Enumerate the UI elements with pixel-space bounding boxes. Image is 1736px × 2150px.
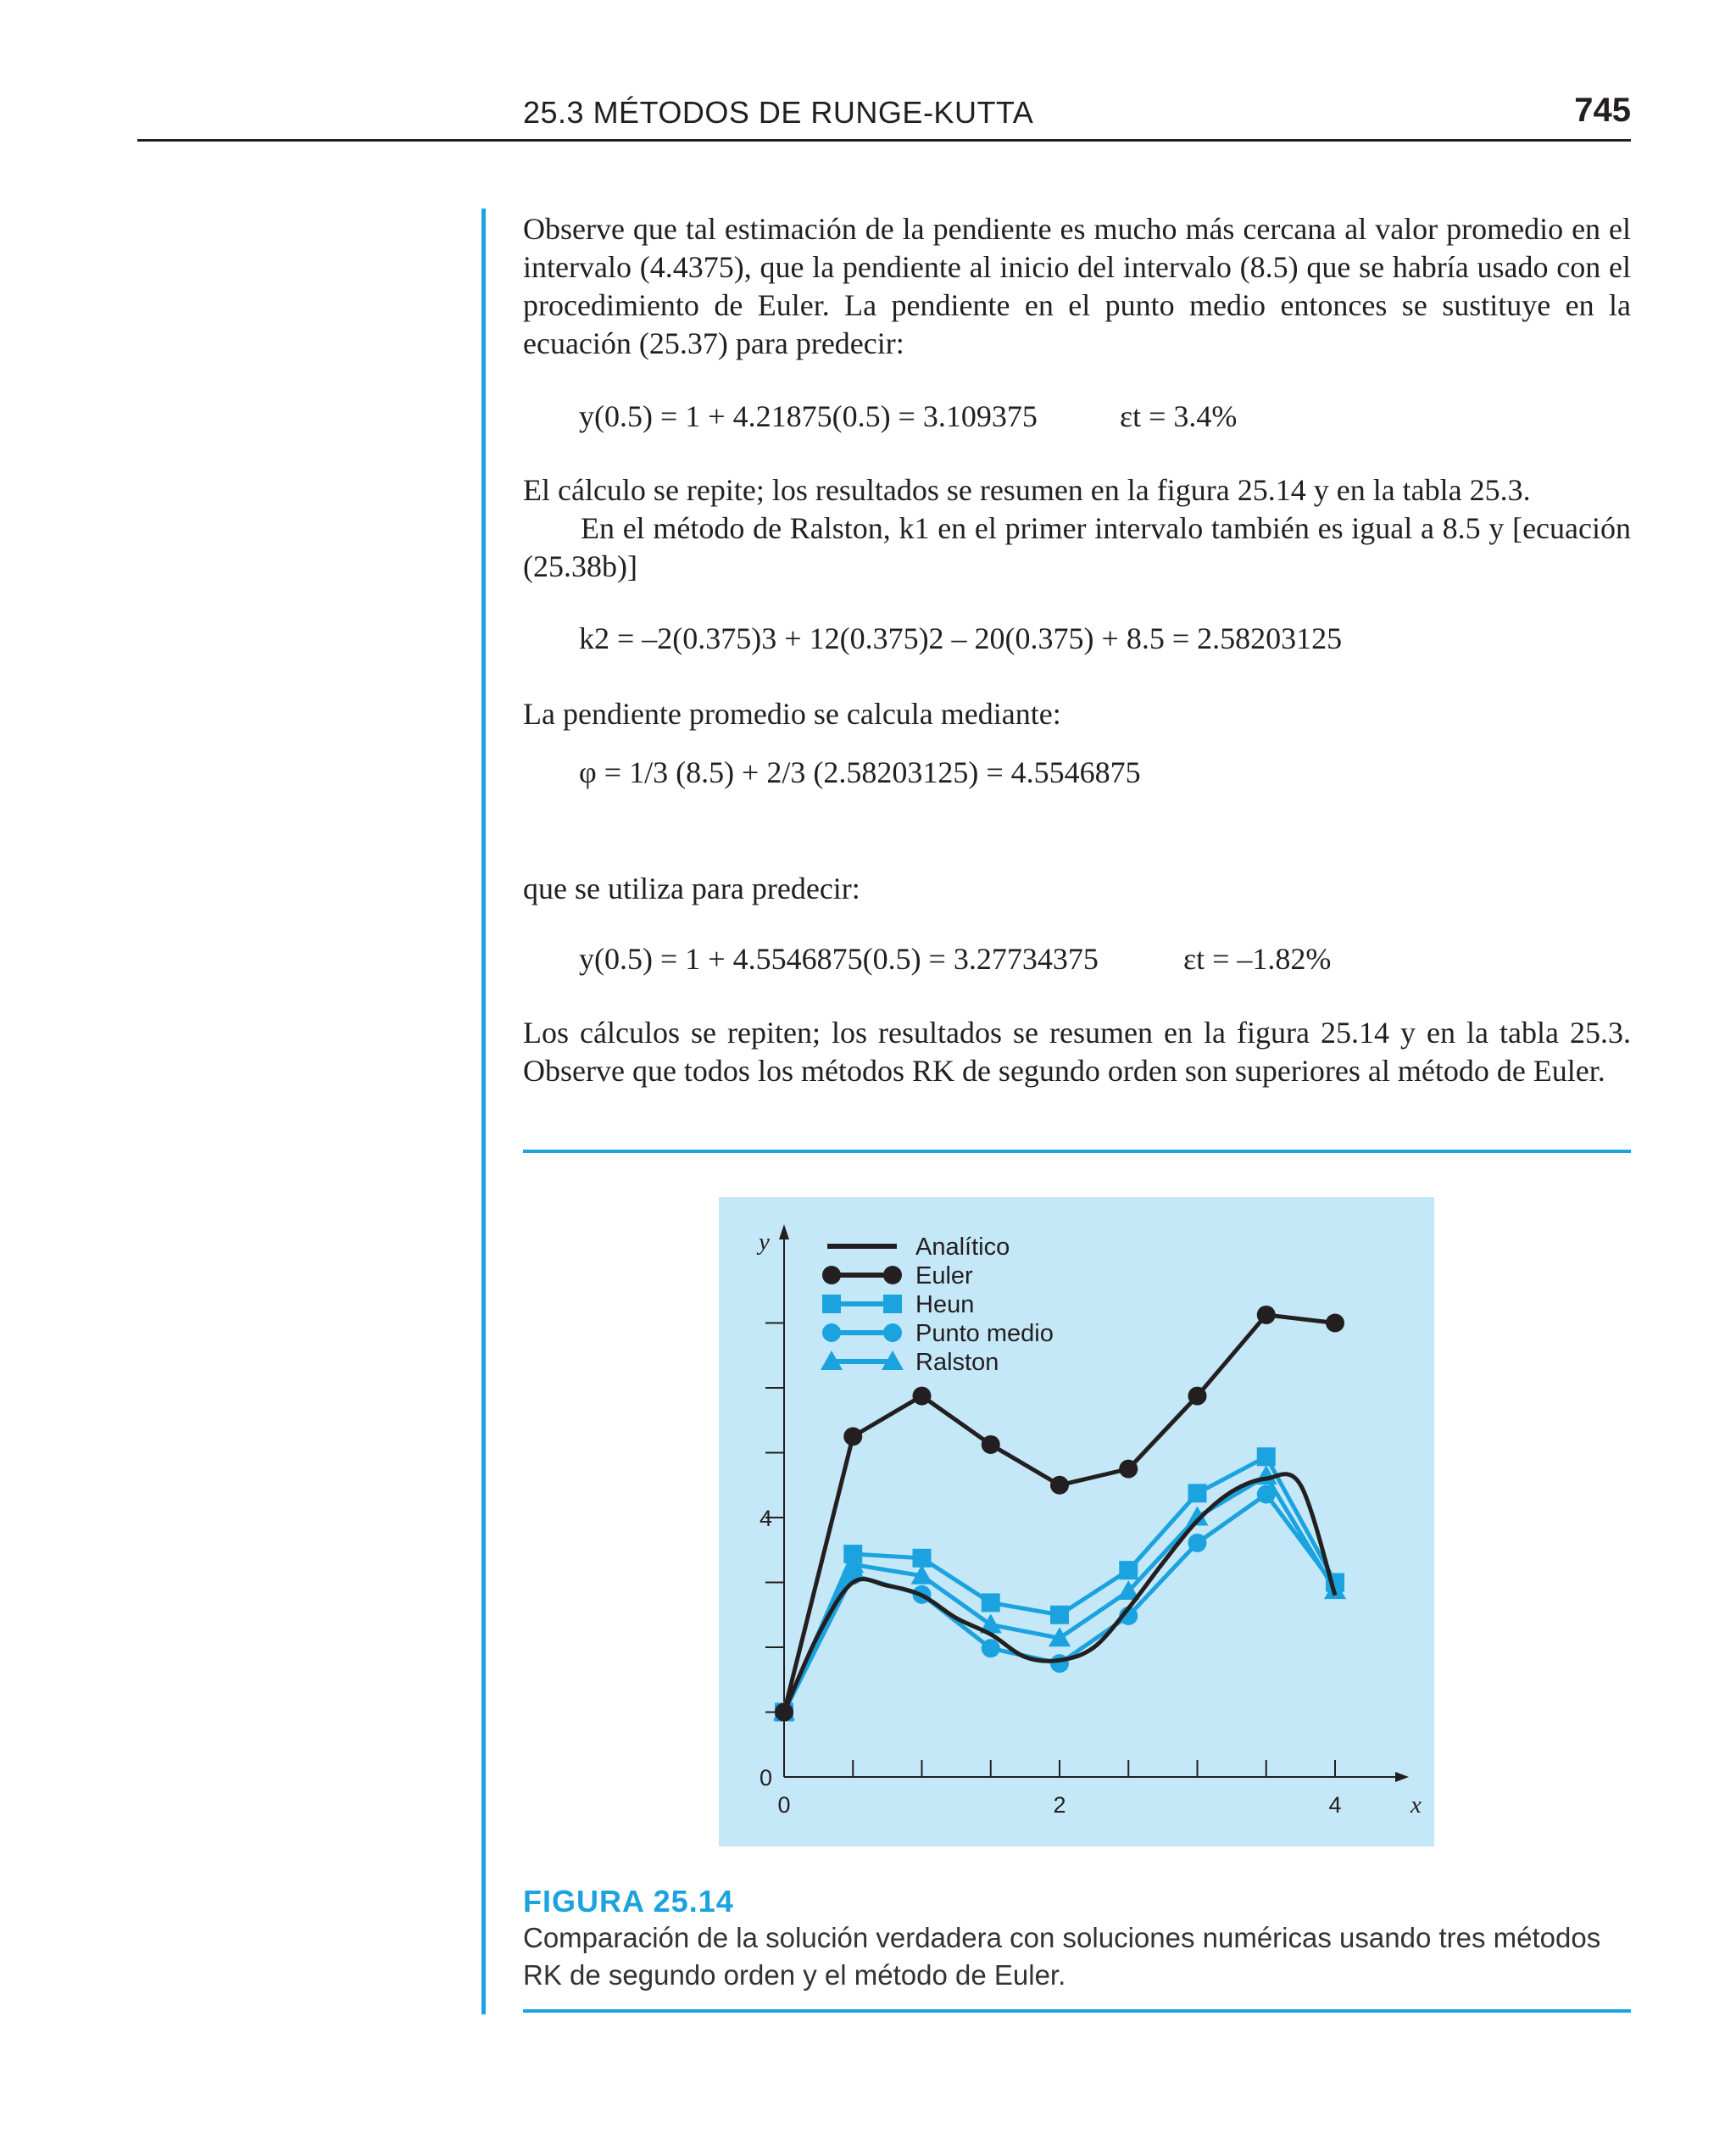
x-tick-label: 2: [1053, 1792, 1066, 1818]
legend-marker-euler: [883, 1266, 902, 1284]
legend-label-punto-medio: Punto medio: [915, 1320, 1054, 1347]
legend-marker-punto-medio: [883, 1323, 902, 1342]
figure-bottom-rule: [523, 2009, 1631, 2013]
equation-4-error: εt = –1.82%: [1183, 942, 1332, 976]
data-point-heun: [913, 1549, 932, 1568]
paragraph-4: La pendiente promedio se calcula mediante:: [523, 697, 1061, 731]
equation-1-lhs: y(0.5) = 1 + 4.21875(0.5) = 3.109375: [579, 399, 1038, 433]
equation-phi: φ = 1/3 (8.5) + 2/3 (2.58203125) = 4.5546875: [579, 755, 1141, 789]
legend-label-ralston: Ralston: [915, 1349, 999, 1376]
data-point-euler: [913, 1387, 932, 1406]
series-line-euler: [784, 1315, 1335, 1713]
running-header: [137, 92, 1631, 142]
series-line-ralston: [784, 1476, 1335, 1712]
paragraph-3: En el método de Ralston, k1 en el primer intervalo también es igual a 8.5 y [ecuación (25.38b)]: [523, 511, 1631, 583]
data-point-heun: [1257, 1447, 1276, 1466]
data-point-punto-medio: [1188, 1534, 1207, 1552]
paragraph-5: que se utiliza para predecir:: [523, 872, 860, 905]
paragraph-2: El cálculo se repite; los resultados se resumen en la figura 25.14 y en la tabla 25.3.: [523, 473, 1531, 507]
chart-svg: [719, 1197, 1434, 1846]
legend-label-analitico: Analítico: [915, 1234, 1010, 1261]
series-line-heun: [784, 1457, 1335, 1712]
figure-top-rule: [523, 1150, 1631, 1153]
x-tick-label: 4: [1328, 1792, 1342, 1818]
data-point-heun: [982, 1593, 1000, 1612]
data-point-punto-medio: [982, 1639, 1000, 1657]
data-point-punto-medio: [1257, 1485, 1276, 1504]
y-axis-label: y: [759, 1228, 770, 1256]
series-line-punto-medio: [784, 1495, 1335, 1713]
paragraph-6: Los cálculos se repiten; los resultados se resumen en la figura 25.14 y en la tabla 25.3. Observe que todos los métodos RK de segundo orden son superiores al método de Euler.: [523, 1016, 1631, 1088]
legend-label-euler: Euler: [915, 1262, 973, 1289]
data-point-euler: [1257, 1306, 1276, 1324]
y-axis-arrow: [779, 1224, 789, 1239]
data-point-euler: [1188, 1387, 1207, 1406]
legend-marker-heun: [883, 1295, 902, 1313]
figure-panel: [719, 1197, 1434, 1846]
data-point-euler: [982, 1435, 1000, 1454]
margin-rule: [481, 209, 486, 2014]
y-tick-label: 0: [759, 1765, 772, 1791]
legend-label-heun: Heun: [915, 1291, 975, 1318]
data-point-euler: [1050, 1476, 1069, 1495]
legend-marker-punto-medio: [822, 1323, 841, 1342]
series-line-analitico: [784, 1474, 1335, 1713]
data-point-heun: [1188, 1484, 1207, 1502]
x-axis-label: x: [1410, 1791, 1422, 1819]
equation-4-lhs: y(0.5) = 1 + 4.5546875(0.5) = 3.27734375: [579, 942, 1099, 976]
legend-marker-heun: [822, 1295, 841, 1313]
equation-midpoint-prediction: [579, 398, 1238, 434]
paragraph-1: Observe que tal estimación de la pendiente es mucho más cercana al valor promedio en el intervalo (4.4375), que la pendiente al inicio del intervalo (8.5) que se habría usado con el procedimiento de Euler. La pendiente en el punto medio entonces se sustituye en la ecuación (25.37) para predecir:: [523, 212, 1631, 360]
figure-caption: Comparación de la solución verdadera con soluciones numéricas usando tres métodos RK de segundo orden y el método de Euler.: [523, 1922, 1601, 1991]
equation-k2: k2 = –2(0.375)3 + 12(0.375)2 – 20(0.375) + 8.5 = 2.58203125: [579, 621, 1343, 655]
data-point-euler: [843, 1427, 862, 1445]
x-tick-label: 0: [777, 1792, 791, 1818]
data-point-heun: [1050, 1606, 1069, 1624]
page-number: 745: [1574, 92, 1631, 129]
equation-1-error: εt = 3.4%: [1120, 399, 1238, 433]
data-point-euler: [1326, 1314, 1344, 1333]
figure-label: FIGURA 25.14: [523, 1884, 734, 1919]
data-point-heun: [1119, 1561, 1138, 1579]
y-tick-label: 4: [759, 1506, 772, 1531]
section-title: 25.3 MÉTODOS DE RUNGE-KUTTA: [523, 95, 1034, 130]
data-point-euler: [1119, 1460, 1138, 1479]
x-axis-arrow: [1395, 1772, 1409, 1782]
equation-ralston-prediction: [579, 941, 1332, 977]
legend-marker-euler: [822, 1266, 841, 1284]
